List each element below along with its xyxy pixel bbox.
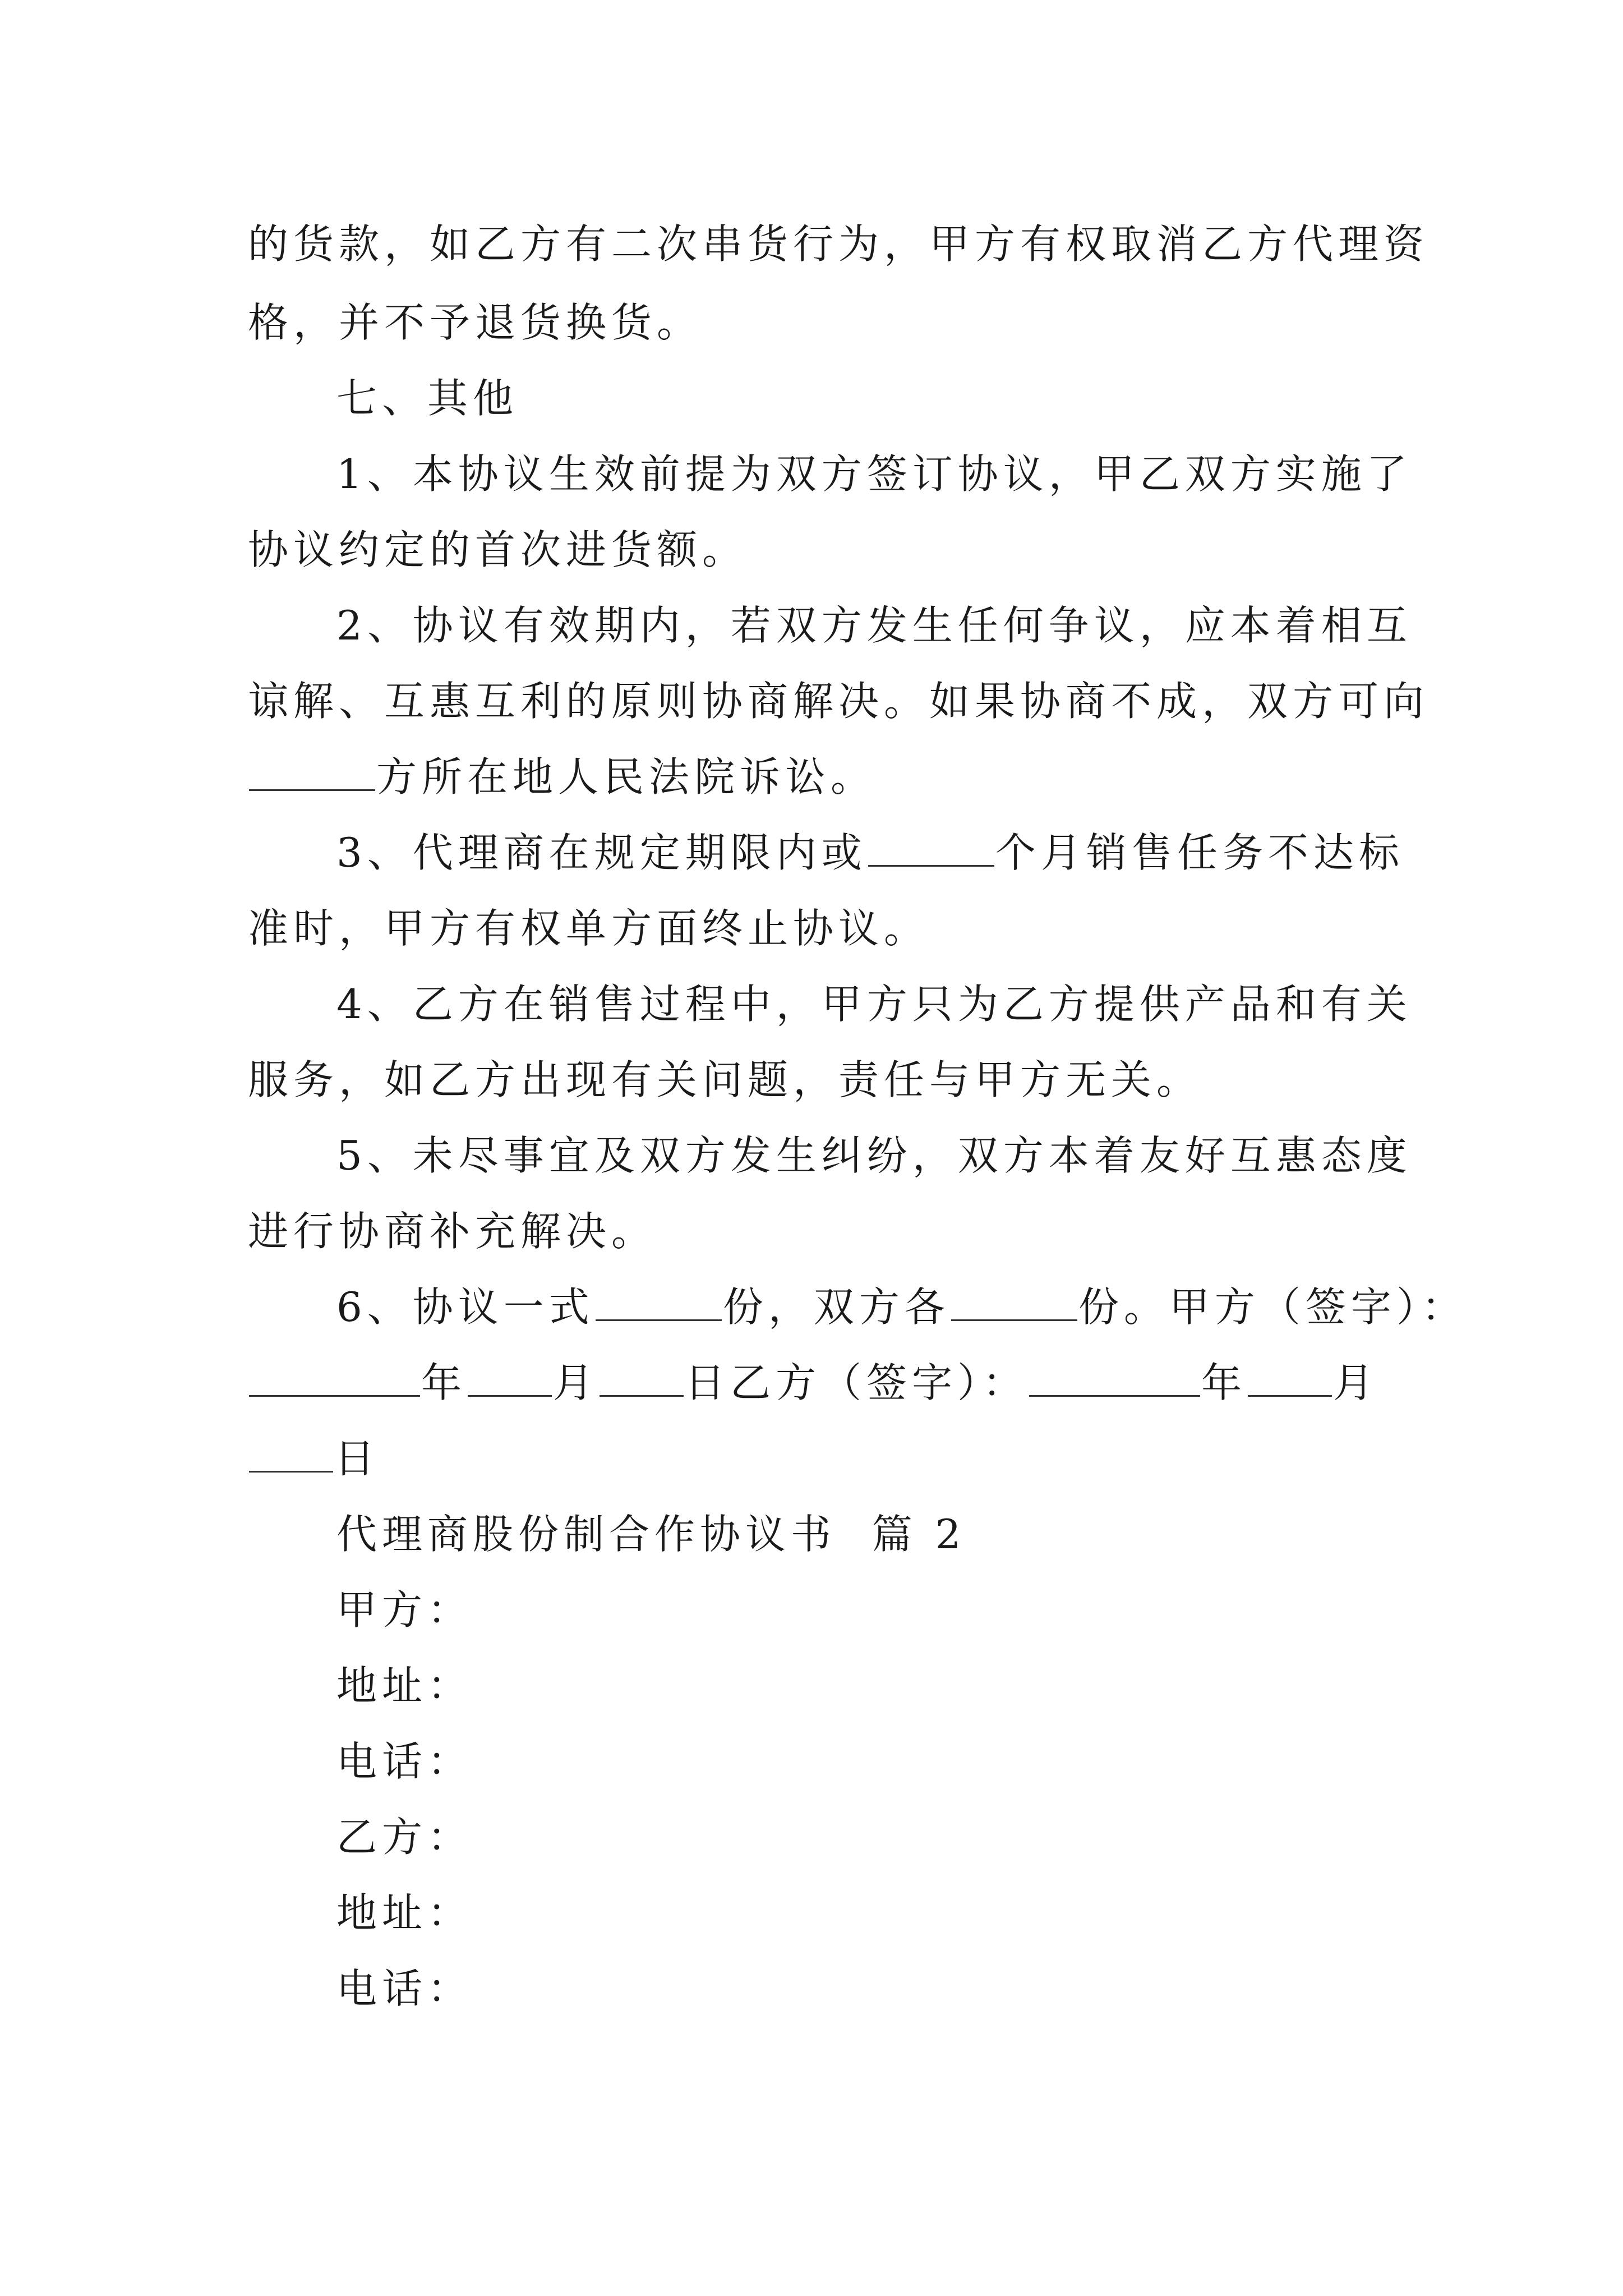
paragraph-line [248, 522, 748, 578]
text: 谅解、互惠互利的原则协商解决。如果协商不成，双方可向 [248, 678, 1430, 725]
address-label [336, 1885, 473, 1941]
text: 格，并不予退货换货。 [248, 299, 703, 346]
paragraph-line [248, 1203, 657, 1259]
paragraph-line [336, 976, 1412, 1032]
fill-blank [468, 1361, 552, 1397]
address-label [336, 1658, 473, 1714]
text: 月 [553, 1359, 599, 1406]
text: 5、未尽事宜及双方发生纠纷，双方本着友好互惠态度 [336, 1132, 1412, 1179]
text: 电话： [336, 1738, 473, 1785]
text: 协议约定的首次进货额。 [248, 526, 748, 573]
paragraph-line [336, 1128, 1412, 1184]
fill-blank [1248, 1361, 1332, 1397]
text: 1、本协议生效前提为双方签订协议，甲乙双方实施了 [336, 450, 1412, 498]
text: 甲方： [336, 1586, 473, 1634]
text: 4、乙方在销售过程中，甲方只为乙方提供产品和有关 [336, 981, 1412, 1028]
text: 方所在地人民法院诉讼。 [376, 753, 877, 800]
document-title [336, 1506, 966, 1562]
section-heading [336, 370, 518, 426]
text: 年 [1201, 1359, 1247, 1406]
fill-blank [951, 1286, 1077, 1321]
paragraph-line [248, 673, 1429, 729]
text: 地址： [336, 1889, 473, 1936]
fill-blank [249, 1361, 420, 1397]
text: 年 [421, 1359, 467, 1406]
paragraph-line [336, 597, 1412, 654]
text: 乙方： [336, 1814, 473, 1861]
paragraph-line [248, 1430, 380, 1487]
paragraph-line [336, 825, 1404, 881]
text: 6、协议一式 [336, 1283, 594, 1331]
party-b-label [336, 1809, 473, 1865]
fill-blank [596, 1286, 722, 1321]
text: 个月销售任务不达标 [995, 829, 1404, 876]
phone-label [336, 1733, 473, 1789]
paragraph-line [336, 1279, 1467, 1335]
text: 日 [334, 1435, 380, 1482]
text: 月 [1333, 1359, 1379, 1406]
text: 电话： [336, 1965, 473, 2012]
text: 进行协商补充解决。 [248, 1208, 657, 1255]
text: 份。甲方（签字）： [1078, 1283, 1467, 1331]
text: 的货款，如乙方有二次串货行为，甲方有权取消乙方代理资 [248, 220, 1430, 268]
fill-blank [1029, 1361, 1200, 1397]
paragraph-line [248, 1355, 1378, 1411]
text: 份，双方各 [722, 1283, 950, 1331]
paragraph-line [248, 900, 929, 956]
paragraph-line [248, 749, 876, 805]
text: 服务，如乙方出现有关问题，责任与甲方无关。 [248, 1056, 1202, 1103]
phone-label [336, 1961, 473, 2017]
paragraph-line [248, 295, 702, 351]
text: 七、其他 [336, 375, 519, 422]
fill-blank [600, 1361, 684, 1397]
fill-blank [249, 756, 375, 791]
fill-blank [249, 1437, 333, 1473]
text: 地址： [336, 1662, 473, 1709]
text: 3、代理商在规定期限内或 [336, 829, 867, 876]
text: 2、协议有效期内，若双方发生任何争议，应本着相互 [336, 602, 1412, 649]
paragraph-line [248, 216, 1429, 272]
text: 代理商股份制合作协议书 篇 2 [336, 1511, 966, 1558]
party-a-label [336, 1582, 473, 1638]
paragraph-line [336, 446, 1412, 502]
paragraph-line [248, 1052, 1202, 1108]
text: 准时，甲方有权单方面终止协议。 [248, 905, 930, 952]
text: 日乙方（签字）： [685, 1359, 1029, 1406]
fill-blank [868, 831, 994, 867]
